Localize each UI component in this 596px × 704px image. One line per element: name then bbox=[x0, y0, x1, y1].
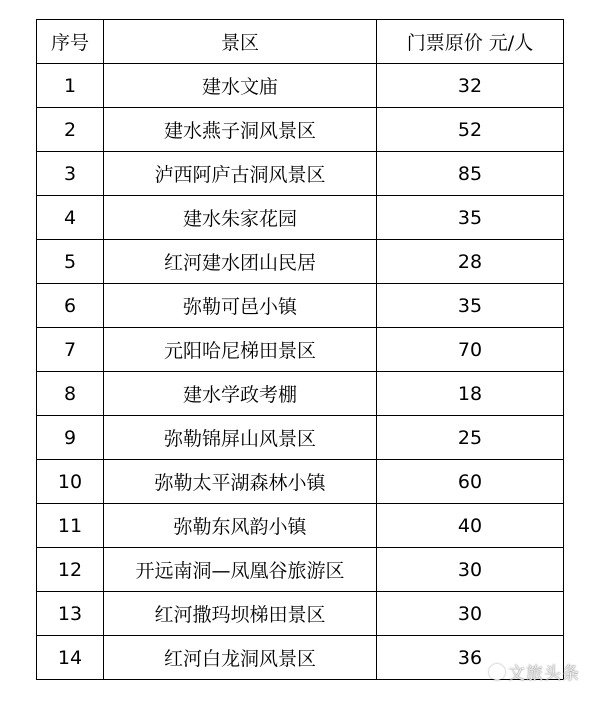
table-row bbox=[37, 284, 564, 328]
ticket-price-table-container bbox=[36, 19, 563, 680]
ticket-price-table bbox=[36, 19, 564, 680]
row-price: 35 bbox=[377, 284, 564, 328]
row-index: 4 bbox=[37, 196, 104, 240]
row-scenic-area: 弥勒东风韵小镇 bbox=[104, 504, 377, 548]
table-row bbox=[37, 108, 564, 152]
table-row bbox=[37, 328, 564, 372]
row-price: 36 bbox=[377, 636, 564, 680]
table-row bbox=[37, 460, 564, 504]
table-row bbox=[37, 592, 564, 636]
row-index: 2 bbox=[37, 108, 104, 152]
table-row bbox=[37, 152, 564, 196]
row-price: 85 bbox=[377, 152, 564, 196]
table-row bbox=[37, 416, 564, 460]
row-index: 6 bbox=[37, 284, 104, 328]
row-scenic-area: 建水燕子洞风景区 bbox=[104, 108, 377, 152]
row-price: 28 bbox=[377, 240, 564, 284]
row-price: 30 bbox=[377, 592, 564, 636]
row-scenic-area: 弥勒锦屏山风景区 bbox=[104, 416, 377, 460]
row-index: 1 bbox=[37, 64, 104, 108]
row-scenic-area: 红河撒玛坝梯田景区 bbox=[104, 592, 377, 636]
row-price: 35 bbox=[377, 196, 564, 240]
table-row bbox=[37, 636, 564, 680]
row-index: 8 bbox=[37, 372, 104, 416]
camera-icon bbox=[489, 664, 505, 680]
table-header-row bbox=[37, 20, 564, 64]
table-row bbox=[37, 64, 564, 108]
row-scenic-area: 红河白龙洞风景区 bbox=[104, 636, 377, 680]
row-price: 60 bbox=[377, 460, 564, 504]
row-index: 10 bbox=[37, 460, 104, 504]
row-scenic-area: 元阳哈尼梯田景区 bbox=[104, 328, 377, 372]
row-price: 25 bbox=[377, 416, 564, 460]
header-index: 序号 bbox=[37, 20, 104, 64]
row-index: 13 bbox=[37, 592, 104, 636]
watermark bbox=[489, 659, 580, 684]
row-price: 32 bbox=[377, 64, 564, 108]
row-scenic-area: 泸西阿庐古洞风景区 bbox=[104, 152, 377, 196]
row-scenic-area: 建水学政考棚 bbox=[104, 372, 377, 416]
table-row bbox=[37, 504, 564, 548]
row-index: 5 bbox=[37, 240, 104, 284]
row-price: 52 bbox=[377, 108, 564, 152]
row-price: 40 bbox=[377, 504, 564, 548]
row-scenic-area: 建水文庙 bbox=[104, 64, 377, 108]
watermark-text: 文旅头条 bbox=[508, 664, 580, 684]
row-index: 14 bbox=[37, 636, 104, 680]
row-price: 30 bbox=[377, 548, 564, 592]
row-price: 70 bbox=[377, 328, 564, 372]
row-index: 11 bbox=[37, 504, 104, 548]
table-row bbox=[37, 196, 564, 240]
table-row bbox=[37, 548, 564, 592]
table-row bbox=[37, 372, 564, 416]
row-index: 9 bbox=[37, 416, 104, 460]
row-scenic-area: 弥勒可邑小镇 bbox=[104, 284, 377, 328]
header-scenic-area: 景区 bbox=[104, 20, 377, 64]
row-scenic-area: 建水朱家花园 bbox=[104, 196, 377, 240]
table-row bbox=[37, 240, 564, 284]
row-index: 7 bbox=[37, 328, 104, 372]
row-scenic-area: 红河建水团山民居 bbox=[104, 240, 377, 284]
row-index: 12 bbox=[37, 548, 104, 592]
header-ticket-price: 门票原价 元/人 bbox=[377, 20, 564, 64]
row-scenic-area: 弥勒太平湖森林小镇 bbox=[104, 460, 377, 504]
row-price: 18 bbox=[377, 372, 564, 416]
row-scenic-area: 开远南洞—凤凰谷旅游区 bbox=[104, 548, 377, 592]
row-index: 3 bbox=[37, 152, 104, 196]
